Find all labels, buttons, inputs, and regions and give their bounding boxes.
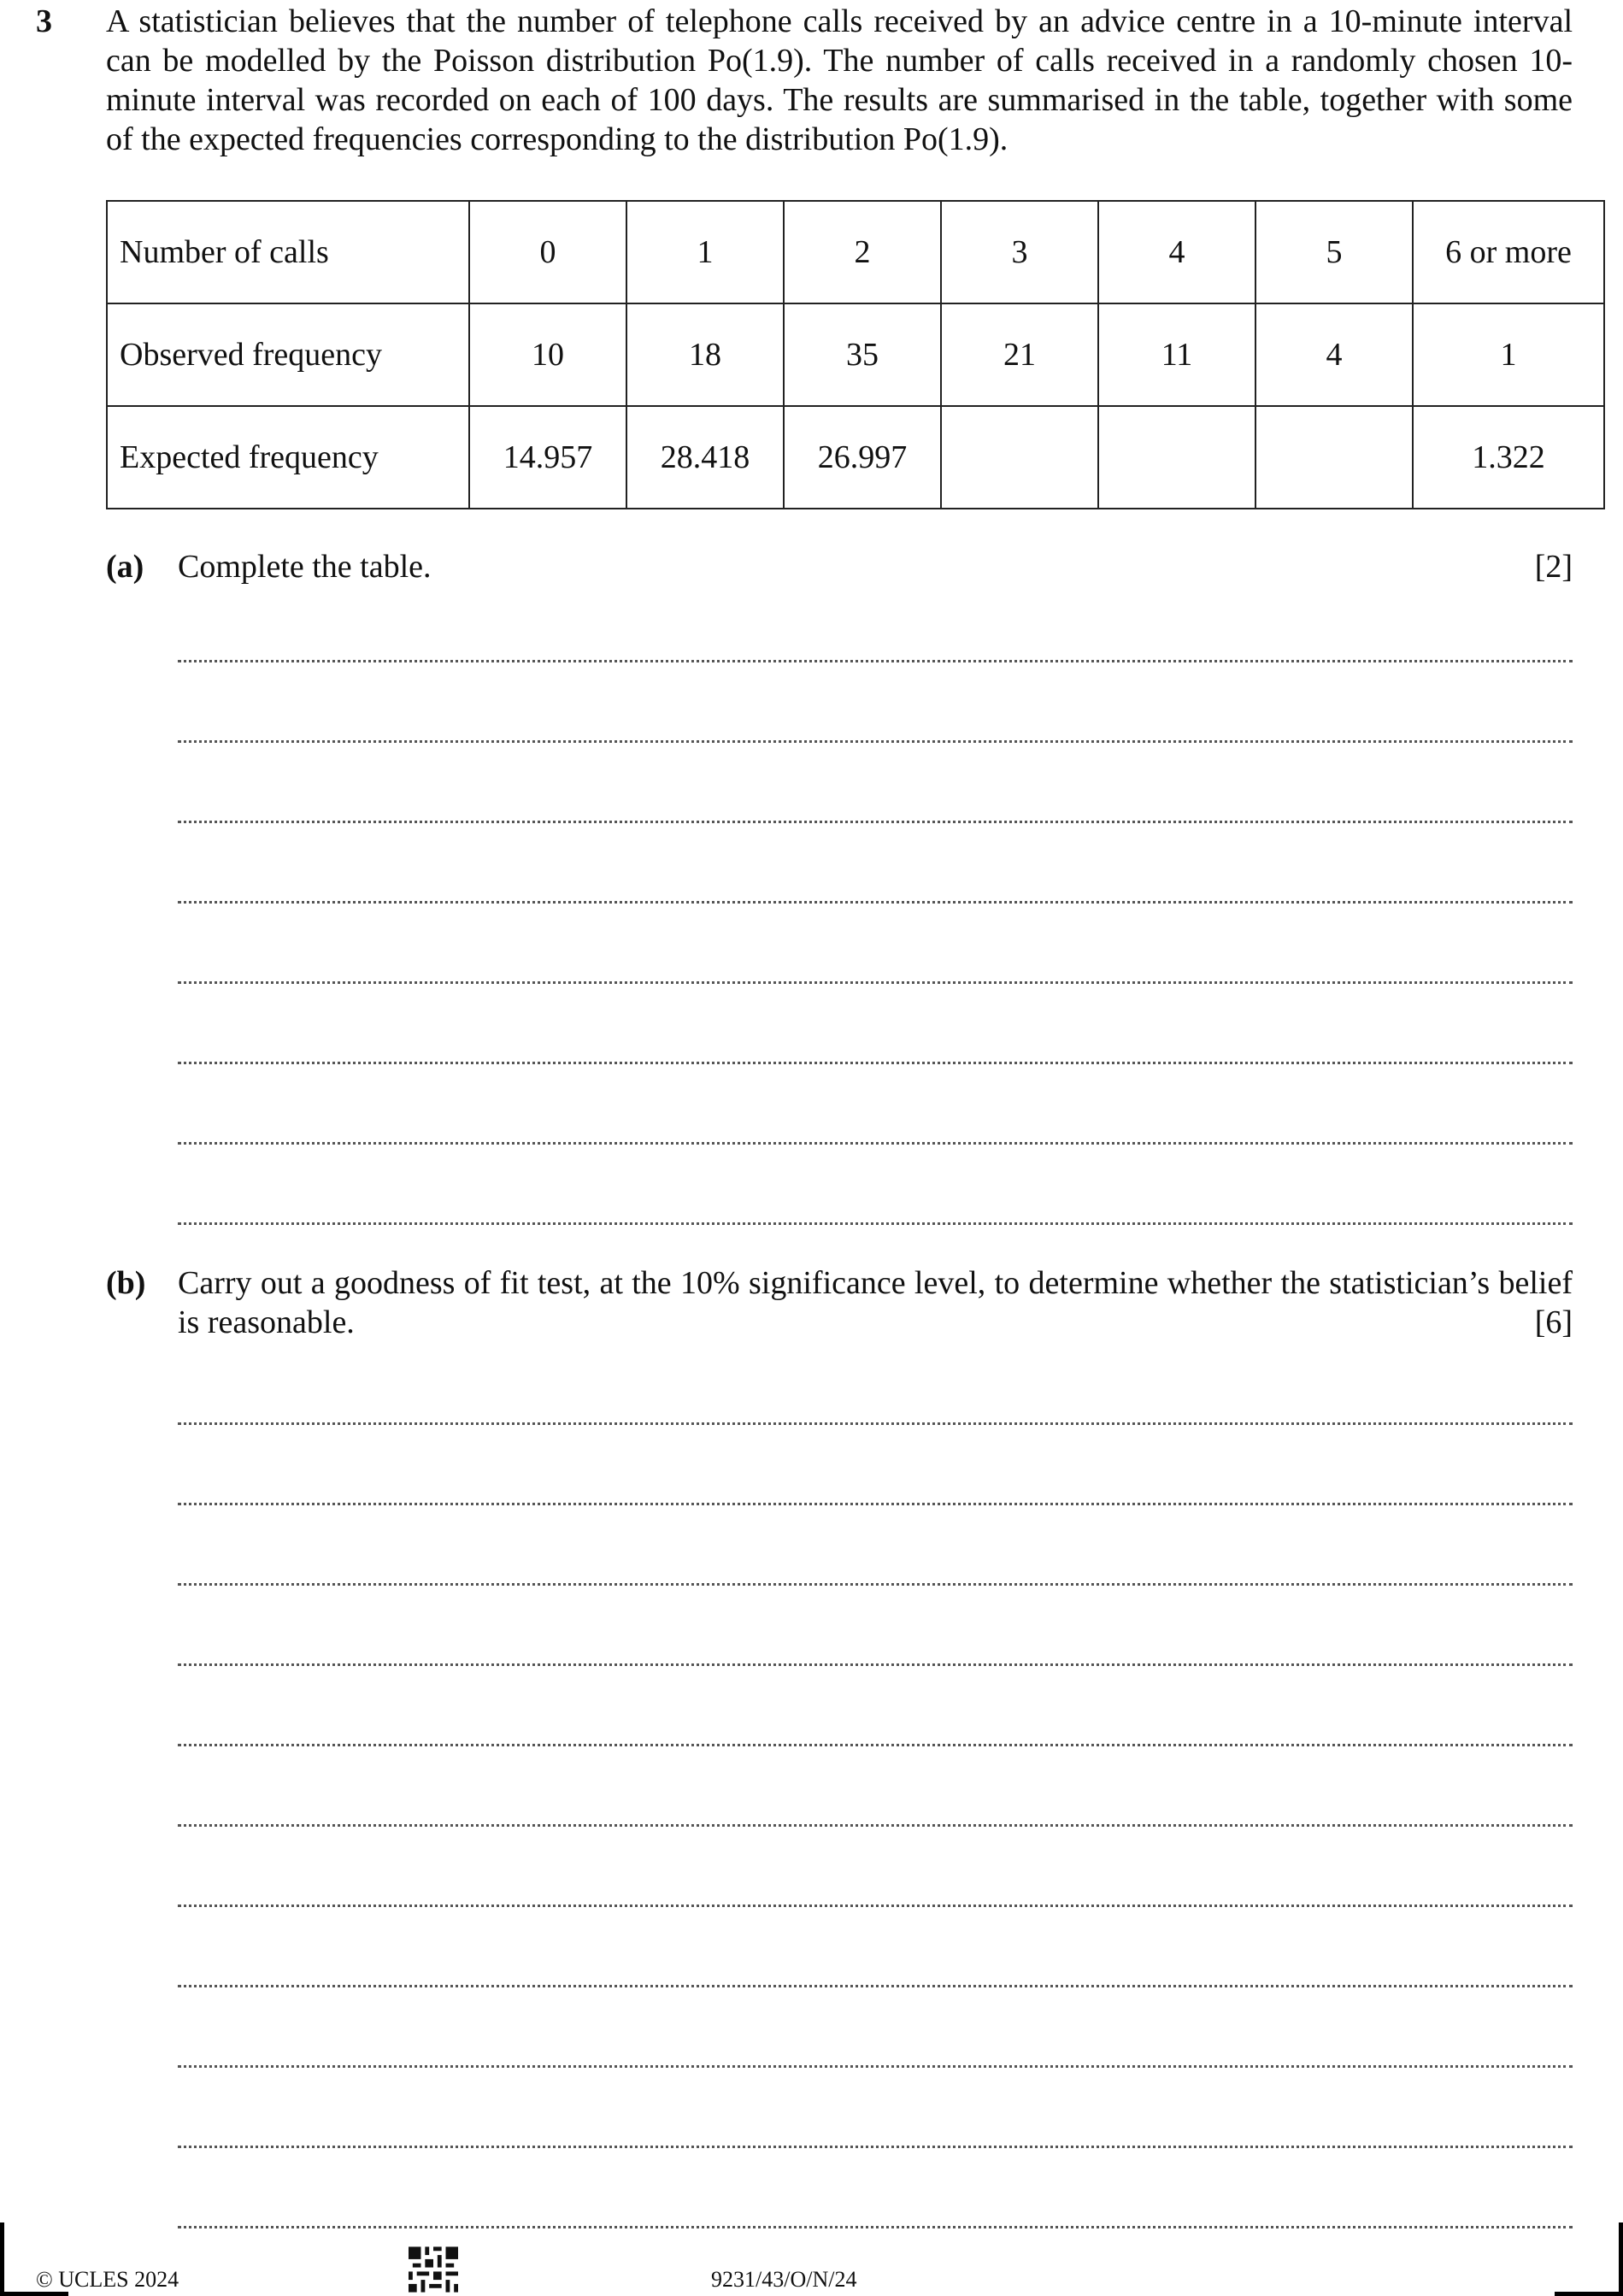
part-a-marks: [2] — [1534, 549, 1573, 585]
table-cell: 1.322 — [1413, 406, 1604, 509]
table-cell: 28.418 — [626, 406, 784, 509]
answer-line[interactable] — [178, 1824, 1573, 1827]
paper-code: 9231/43/O/N/24 — [711, 2267, 857, 2292]
answer-line[interactable] — [178, 901, 1573, 904]
answer-line[interactable] — [178, 1503, 1573, 1505]
table-cell: 11 — [1098, 303, 1255, 406]
table-cell: 1 — [626, 201, 784, 303]
part-b-label: (b) — [106, 1265, 146, 1301]
table-cell: 21 — [941, 303, 1098, 406]
answer-line[interactable] — [178, 1985, 1573, 1987]
answer-line[interactable] — [178, 1422, 1573, 1425]
table-row-expected — [107, 406, 1604, 509]
table-cell: Observed frequency — [107, 303, 469, 406]
question-number: 3 — [36, 3, 52, 39]
answer-line[interactable] — [178, 660, 1573, 662]
table-cell: 6 or more — [1413, 201, 1604, 303]
table-row-observed — [107, 303, 1604, 406]
answer-line[interactable] — [178, 1663, 1573, 1666]
table-cell: 4 — [1255, 303, 1413, 406]
answer-line[interactable] — [178, 2226, 1573, 2228]
answer-line[interactable] — [178, 1744, 1573, 1746]
table-cell: 4 — [1098, 201, 1255, 303]
table-cell: 1 — [1413, 303, 1604, 406]
table-cell: 2 — [784, 201, 941, 303]
table-cell: 14.957 — [469, 406, 626, 509]
table-cell: 10 — [469, 303, 626, 406]
question-stem: A statistician believes that the number of telephone calls received by an advice centre in a 10-minute interval can be modelled by the Poisson distribution Po(1.9). The number of calls received in a randomly chosen 10-minute interval was recorded on each of 100 days. The results are summarised in the table, together with some of the expected frequencies corresponding to the distribution Po(1.9). — [106, 3, 1573, 157]
table-header-row — [107, 201, 1604, 303]
part-a-text: Complete the table. — [178, 549, 432, 585]
part-b-text: Carry out a goodness of fit test, at the 10% significance level, to determine whether the statistician’s belief is reasonable. — [178, 1265, 1573, 1340]
table-cell: 0 — [469, 201, 626, 303]
table-cell: 5 — [1255, 201, 1413, 303]
answer-cell[interactable] — [1255, 406, 1413, 509]
answer-line[interactable] — [178, 740, 1573, 743]
corner-mark-right — [1555, 2222, 1623, 2296]
answer-cell[interactable] — [941, 406, 1098, 509]
answer-line[interactable] — [178, 1222, 1573, 1225]
frequency-table — [106, 200, 1605, 509]
answer-cell[interactable] — [1098, 406, 1255, 509]
part-a-label: (a) — [106, 549, 144, 585]
answer-line[interactable] — [178, 1142, 1573, 1145]
part-b-marks: [6] — [1534, 1304, 1573, 1340]
answer-line[interactable] — [178, 821, 1573, 823]
table-cell: Number of calls — [107, 201, 469, 303]
table-cell: 18 — [626, 303, 784, 406]
answer-line[interactable] — [178, 1062, 1573, 1064]
answer-line[interactable] — [178, 1905, 1573, 1907]
answer-line[interactable] — [178, 1583, 1573, 1586]
copyright: © UCLES 2024 — [36, 2267, 179, 2292]
table-cell: 3 — [941, 201, 1098, 303]
answer-line[interactable] — [178, 2065, 1573, 2068]
answer-line[interactable] — [178, 2146, 1573, 2148]
table-cell: 35 — [784, 303, 941, 406]
table-cell: 26.997 — [784, 406, 941, 509]
table-cell: Expected frequency — [107, 406, 469, 509]
barcode-icon — [409, 2246, 458, 2293]
answer-line[interactable] — [178, 981, 1573, 984]
